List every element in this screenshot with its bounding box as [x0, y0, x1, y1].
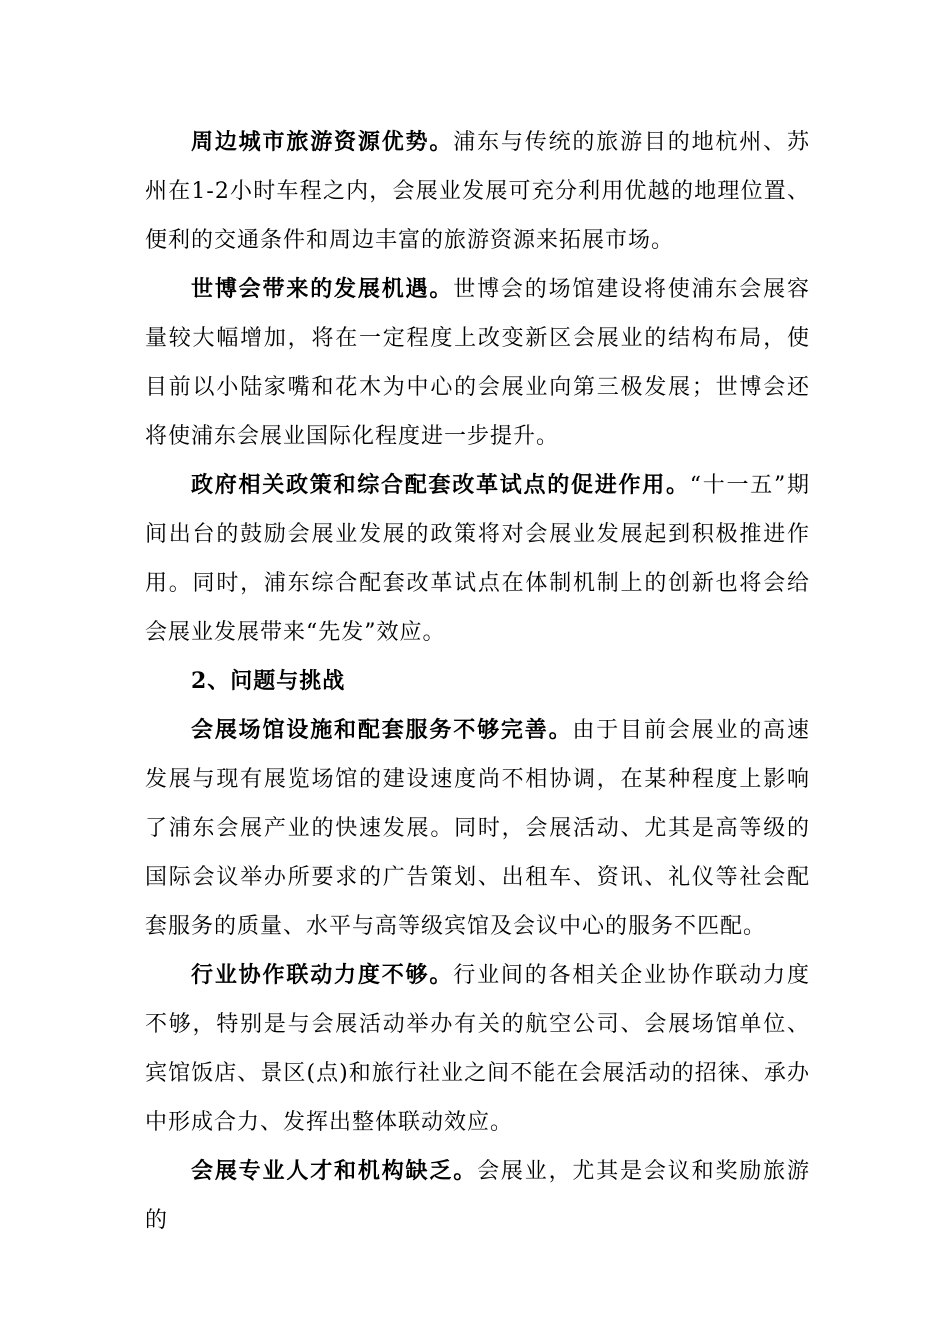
- paragraph-venue-facilities: [145, 706, 810, 951]
- paragraph-text: 浦东与传统的旅游目的地杭州、苏州在1-2小时车程之内，会展业发展可充分利用优越的地理位置、便利的交通条件和周边丰富的旅游资源来拓展市场。: [145, 130, 810, 253]
- paragraph-lead: 行业协作联动力度不够。: [191, 962, 454, 988]
- paragraph-text: 行业间的各相关企业协作联动力度不够，特别是与会展活动举办有关的航空公司、会展场馆单位、宾馆饭店、景区(点)和旅行社业之间不能在会展活动的招徕、承办中形成合力、发挥出整体联动效应。: [145, 963, 810, 1135]
- paragraph-text: 会展业，尤其是会议和奖励旅游的: [145, 1159, 810, 1233]
- paragraph-text: “十一五”期间出台的鼓励会展业发展的政策将对会展业发展起到积极推进作用。同时，浦东综合配套改革试点在体制机制上的创新也将会给会展业发展带来“先发”效应。: [145, 473, 810, 645]
- section-heading: 2、问题与挑战: [191, 668, 346, 694]
- paragraph-lead: 政府相关政策和综合配套改革试点的促进作用。: [191, 472, 690, 498]
- paragraph-industry-cooperation: [145, 951, 810, 1147]
- paragraph-lead: 会展场馆设施和配套服务不够完善。: [191, 717, 573, 743]
- paragraph-talent-shortage: [145, 1147, 810, 1245]
- document-body: [145, 118, 810, 1245]
- paragraph-text: 世博会的场馆建设将使浦东会展容量较大幅增加，将在一定程度上改变新区会展业的结构布局，使目前以小陆家嘴和花木为中心的会展业向第三极发展；世博会还将使浦东会展业国际化程度进一步提升。: [145, 277, 810, 449]
- paragraph-text: 由于目前会展业的高速发展与现有展览场馆的建设速度尚不相协调，在某种程度上影响了浦东会展产业的快速发展。同时，会展活动、尤其是高等级的国际会议举办所要求的广告策划、出租车、资讯、礼仪等社会配套服务的质量、水平与高等级宾馆及会议中心的服务不匹配。: [145, 718, 810, 939]
- paragraph-tourism-advantage: [145, 118, 810, 265]
- paragraph-policy-promotion: [145, 461, 810, 657]
- paragraph-lead: 会展专业人才和机构缺乏。: [191, 1158, 478, 1184]
- paragraph-lead: 世博会带来的发展机遇。: [191, 276, 454, 302]
- paragraph-lead: 周边城市旅游资源优势。: [191, 129, 454, 155]
- paragraph-expo-opportunity: [145, 265, 810, 461]
